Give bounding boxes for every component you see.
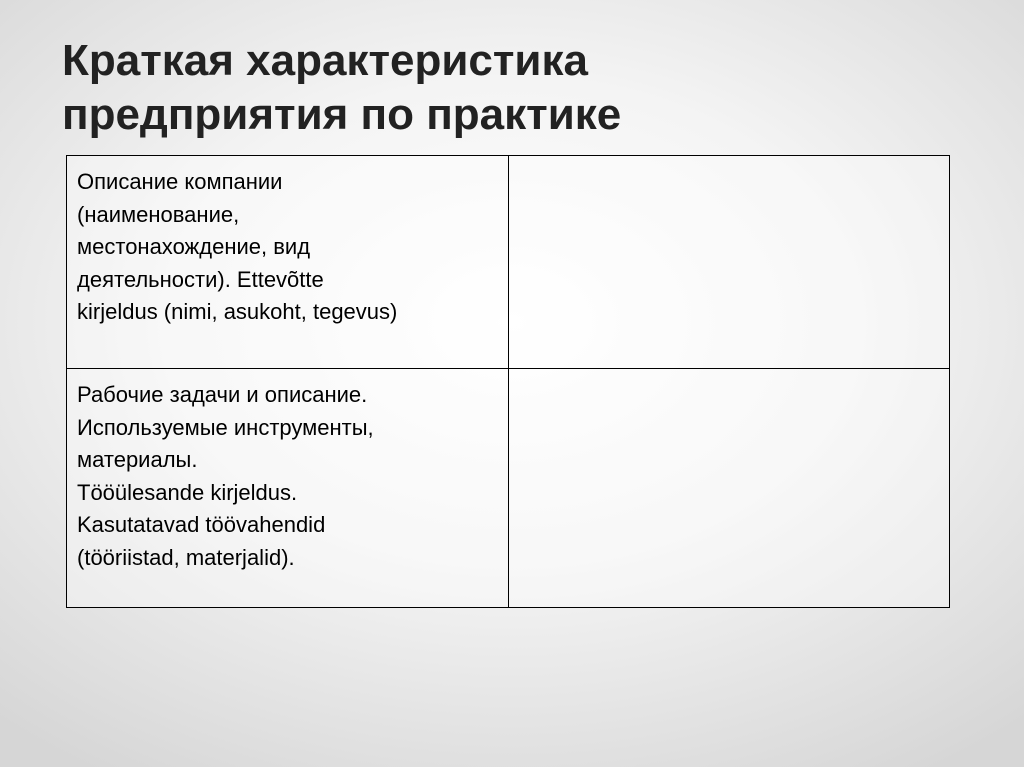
table-cell-value[interactable] (509, 156, 950, 369)
table-cell-label: Рабочие задачи и описание. Используемые инструменты, материалы. Tööülesande kirjeldus. Kasutatavad töövahendid (tööriistad, materjalid). (67, 369, 509, 608)
table-cell-label: Описание компании (наименование, местонахождение, вид деятельности). Ettevõtte kirjeldus (nimi, asukoht, tegevus) (67, 156, 509, 369)
slide-title: Краткая характеристика предприятия по практике (62, 36, 622, 139)
table-row (67, 156, 950, 369)
table-row (67, 369, 950, 608)
table-cell-value[interactable] (509, 369, 950, 608)
characteristics-table (66, 155, 950, 608)
